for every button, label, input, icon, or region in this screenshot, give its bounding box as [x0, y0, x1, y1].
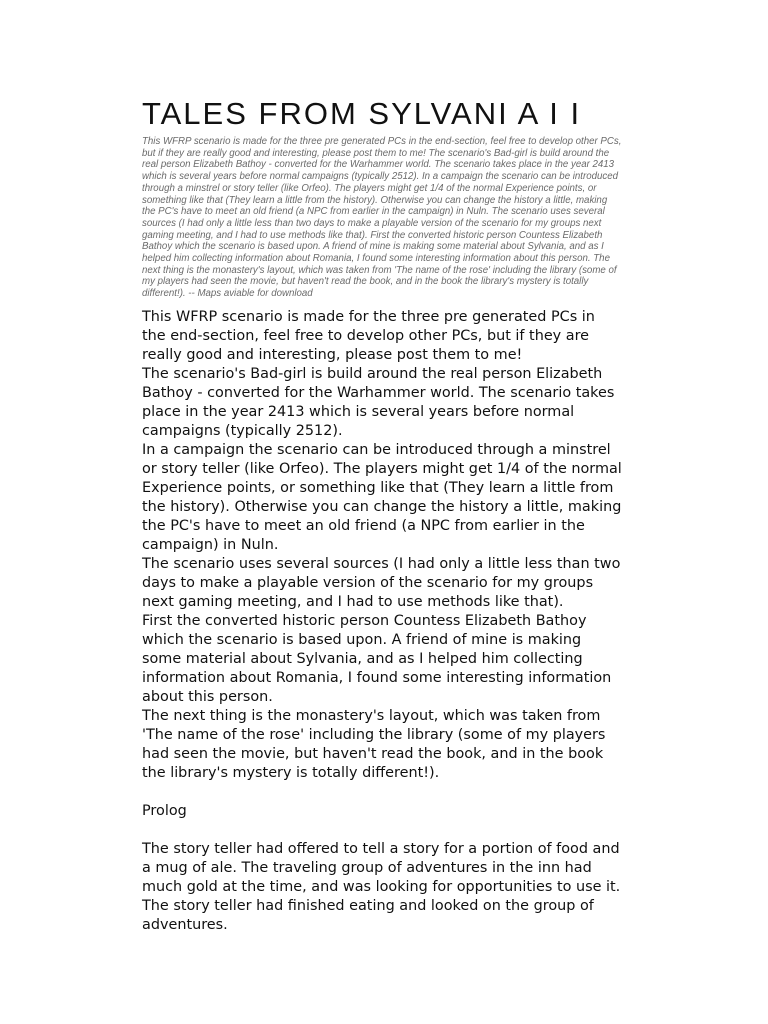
section-heading-prolog: Prolog: [142, 802, 187, 819]
paragraph-bad-girl: The scenario's Bad-girl is build around the real person Elizabeth Bathoy - converted for the Warhammer world. The scenario takes place in the year 2413 which is several years before normal campaigns (typically 2512).: [142, 365, 615, 439]
paragraph-sources: The scenario uses several sources (I had only a little less than two days to make a playable version of the scenario for my groups next gaming meeting, and I had to use methods like that).: [142, 555, 621, 610]
paragraph-monastery: The next thing is the monastery's layout, which was taken from 'The name of the rose' including the library (some of my players had seen the movie, but haven't read the book, and in the book the library's mystery is totally different!).: [142, 707, 606, 781]
document-body: [142, 308, 622, 935]
paragraph-historic-person: First the converted historic person Countess Elizabeth Bathoy which the scenario is based upon. A friend of mine is making some material about Sylvania, and as I helped him collecting information about Romania, I found some interesting information about this person.: [142, 612, 612, 705]
spacer: [142, 783, 622, 802]
document-abstract: This WFRP scenario is made for the three pre generated PCs in the end-section, feel free to develop other PCs, but if they are really good and interesting, please post them to me! The scenario's Bad-girl is build around the real person Elizabeth Bathoy - converted for the Warhammer world. The scenario takes place in the year 2413 which is several years before normal campaigns (typically 2512). In a campaign the scenario can be introduced through a minstrel or story teller (like Orfeo). The players might get 1/4 of the normal Experience points, or something like that (They learn a little from the history). Otherwise you can change the history a little, making the PC's have to meet an old friend (a NPC from earlier in the campaign) in Nuln. The scenario uses several sources (I had only a little less than two days to make a playable version of the scenario for my groups next gaming meeting, and I had to use methods like that). First the converted historic person Countess Elizabeth Bathoy which the scenario is based upon. A friend of mine is making some material about Sylvania, and as I helped him collecting information about Romania, I found some interesting information about this person. The next thing is the monastery's layout, which was taken from 'The name of the rose' including the library (some of my players had seen the movie, but haven't read the book, and in the book the library's mystery is totally different!). -- Maps aviable for download: [142, 136, 622, 300]
paragraph-campaign: In a campaign the scenario can be introduced through a minstrel or story teller (like Orfeo). The players might get 1/4 of the normal Experience points, or something like that (They learn a little from the history). Otherwise you can change the history a little, making the PC's have to meet an old friend (a NPC from earlier in the campaign) in Nuln.: [142, 441, 622, 553]
document-title: TALES FROM SYLVANI A I I: [142, 96, 582, 131]
spacer: [142, 821, 622, 840]
paragraph-intro: This WFRP scenario is made for the three pre generated PCs in the end-section, feel free to develop other PCs, but if they are really good and interesting, please post them to me!: [142, 308, 595, 363]
paragraph-prolog: The story teller had offered to tell a story for a portion of food and a mug of ale. The traveling group of adventures in the inn had much gold at the time, and was looking for opportunities to use it. The story teller had finished eating and looked on the group of adventures.: [142, 840, 621, 933]
document-page: [142, 96, 632, 935]
